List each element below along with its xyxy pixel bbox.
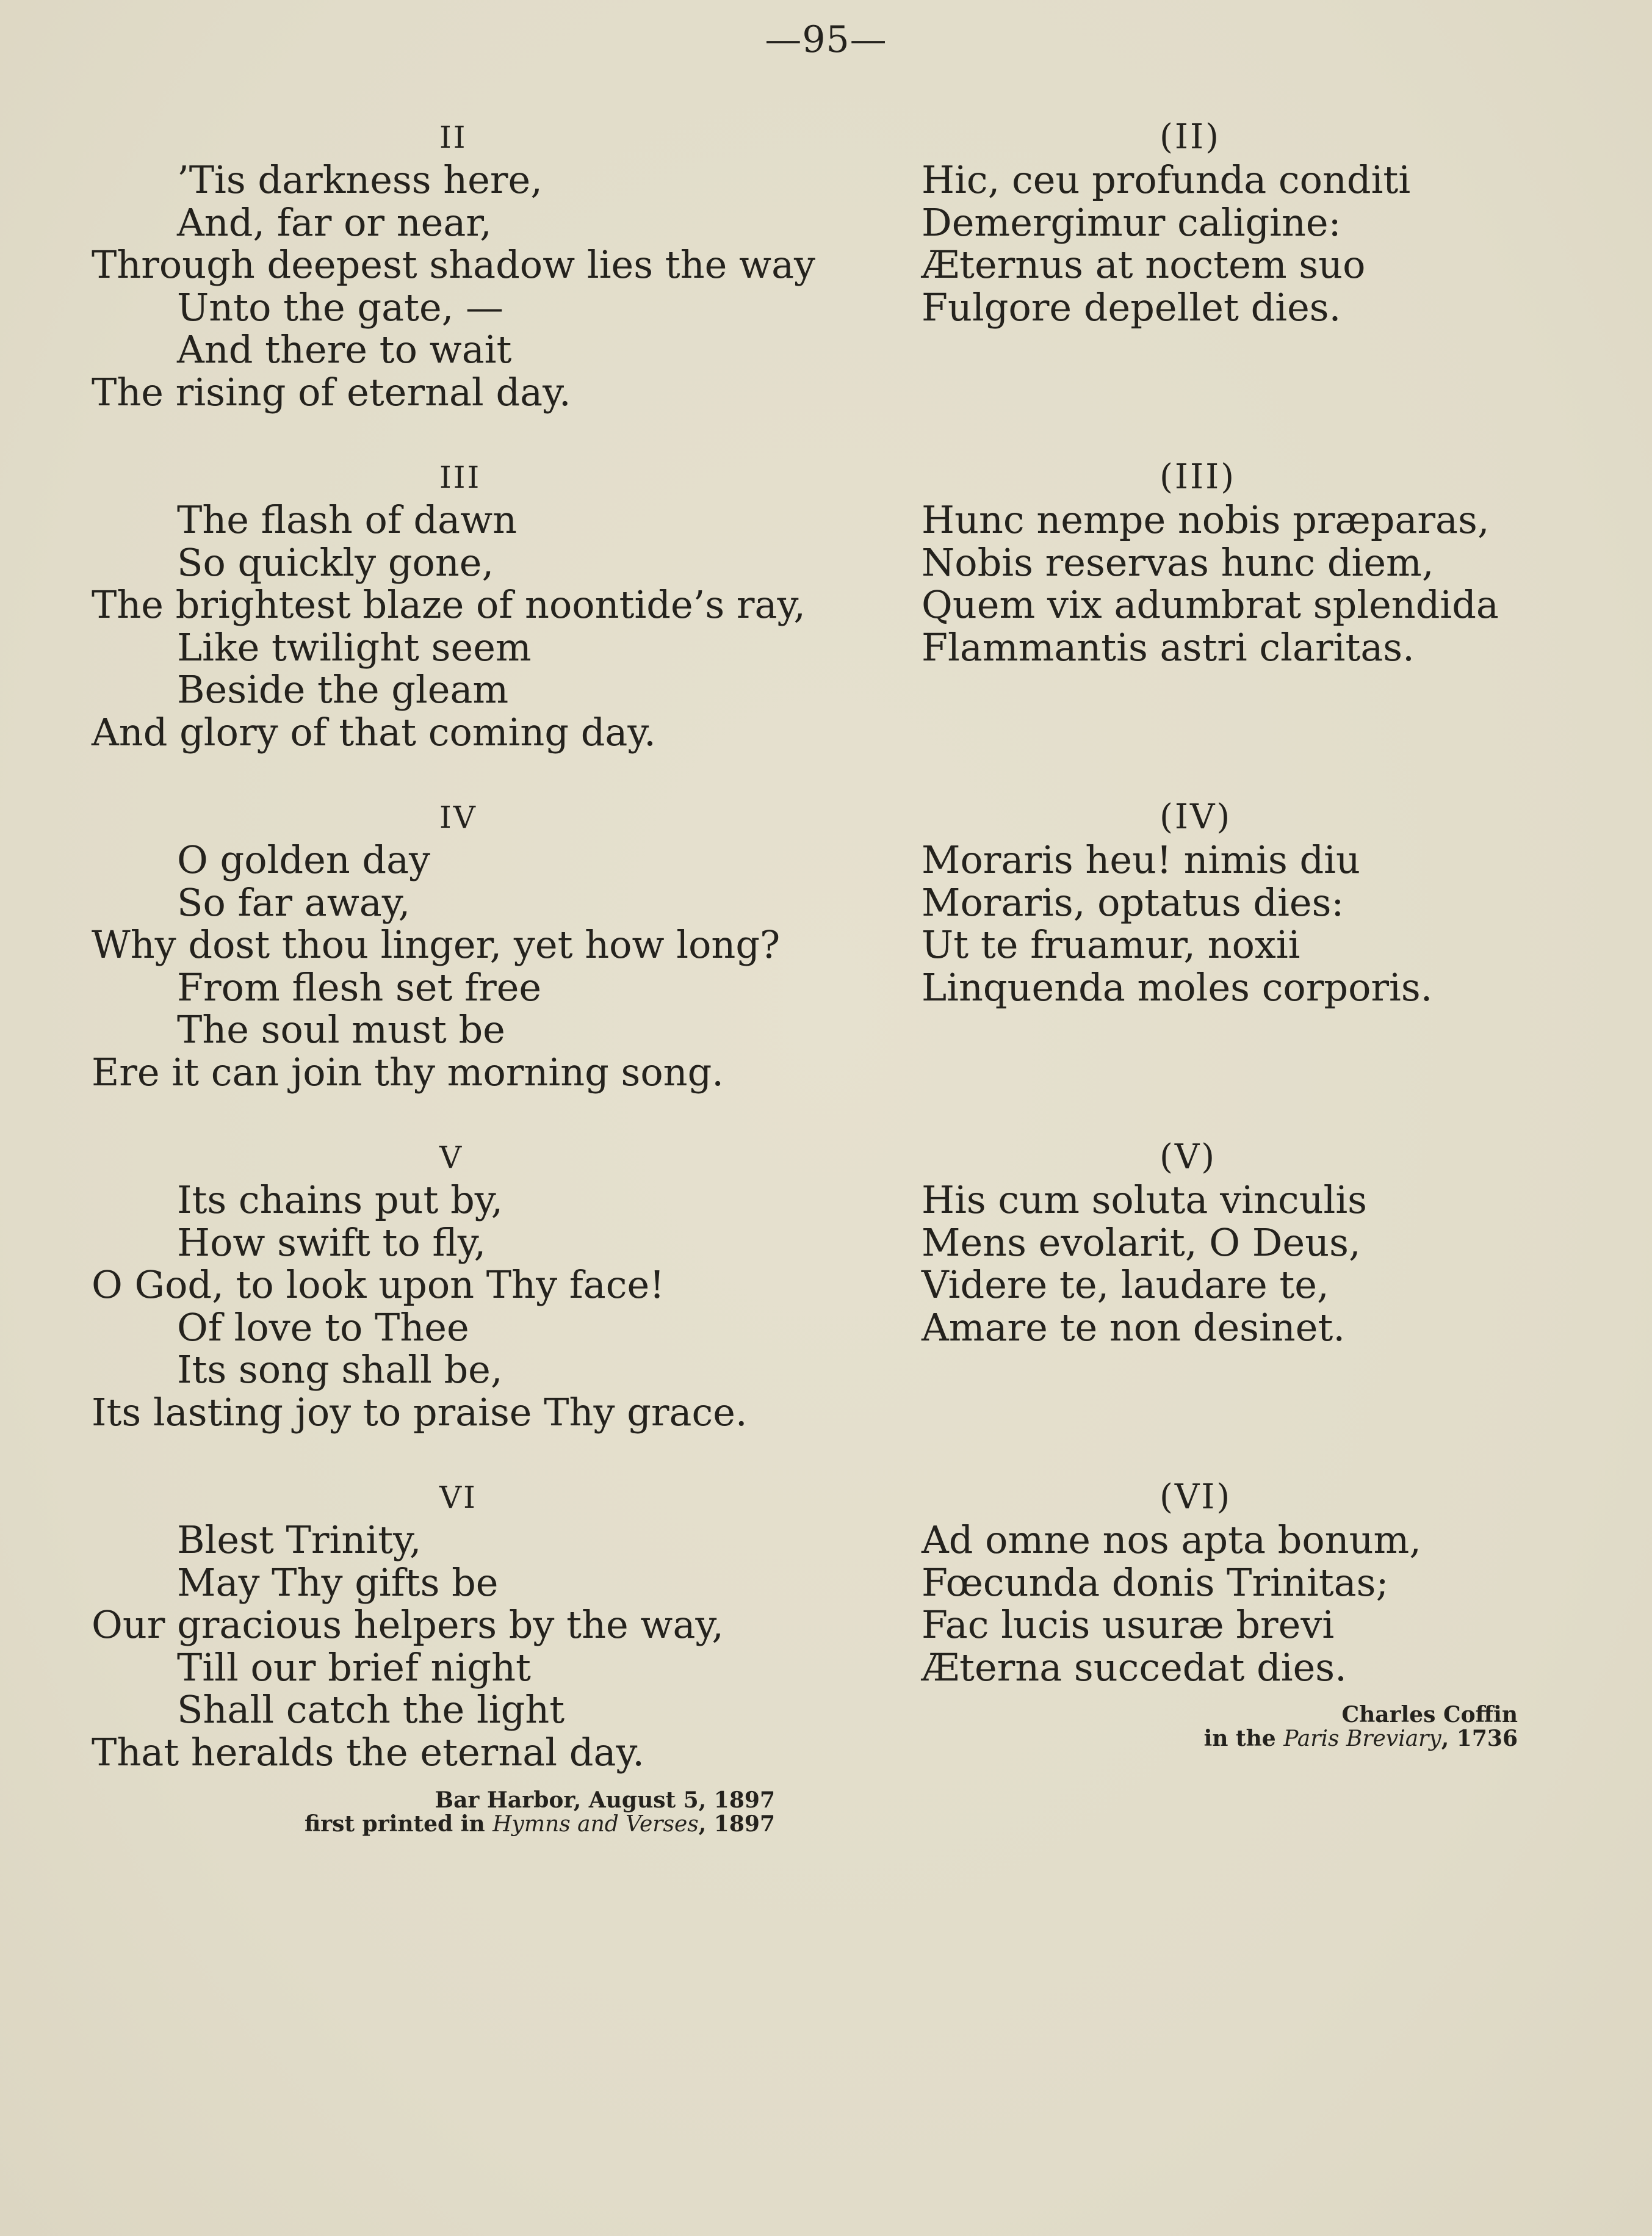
verse-line: Our gracious helpers by the way,: [92, 1602, 724, 1648]
stanza-latin-3: [922, 456, 1499, 668]
verse-line: The brightest blaze of noontide’s ray,: [92, 582, 806, 628]
english-attribution: [305, 1789, 775, 1836]
verse-line: Æternus at noctem suo: [922, 242, 1366, 288]
stanza-english-3: [92, 456, 806, 754]
page-number: —95—: [765, 18, 887, 61]
verse-line: The flash of dawn: [177, 497, 518, 542]
verse-line: Through deepest shadow lies the way: [92, 242, 816, 288]
verse-line: His cum soluta vinculis: [922, 1178, 1367, 1222]
stanza-numeral: II: [439, 120, 467, 155]
stanza-numeral: V: [439, 1140, 464, 1175]
verse-line: From flesh set free: [177, 964, 542, 1010]
stanza-numeral: (VI): [1160, 1477, 1232, 1517]
verse-line: Nobis reservas hunc diem,: [922, 540, 1434, 585]
verse-line: O God, to look upon Thy face!: [92, 1262, 665, 1308]
attribution-source: in the Paris Breviary, 1736: [1203, 1726, 1518, 1751]
verse-line: That heralds the eternal day.: [92, 1729, 644, 1775]
stanza-latin-4: [922, 796, 1432, 1008]
verse-line: The rising of eternal day.: [92, 369, 571, 414]
verse-line: Ut te fruamur, noxii: [922, 922, 1300, 968]
verse-line: Fulgore depellet dies.: [922, 284, 1341, 330]
verse-line: Its lasting joy to praise Thy grace.: [92, 1389, 748, 1435]
latin-attribution: [1204, 1703, 1518, 1751]
stanza-latin-2: [922, 116, 1410, 328]
verse-line: Beside the gleam: [177, 667, 509, 712]
verse-line: The soul must be: [177, 1007, 505, 1052]
verse-line: Quem vix adumbrat splendida: [922, 582, 1499, 628]
attribution-author: Charles Coffin: [1341, 1702, 1518, 1728]
verse-line: May Thy gifts be: [177, 1560, 499, 1605]
stanza-english-4: [92, 796, 780, 1094]
stanza-english-5: [92, 1136, 748, 1434]
attribution-place-date: Bar Harbor, August 5, 1897: [435, 1787, 775, 1813]
stanza-english-6: [92, 1476, 724, 1774]
verse-line: Blest Trinity,: [177, 1518, 422, 1562]
attribution-book-title: Paris Breviary: [1283, 1726, 1441, 1751]
verse-line: O golden day: [177, 838, 431, 882]
verse-line: Linquenda moles corporis.: [922, 964, 1433, 1010]
stanza-latin-5: [922, 1136, 1367, 1348]
verse-line: Fac lucis usuræ brevi: [922, 1602, 1335, 1648]
verse-line: So quickly gone,: [177, 540, 494, 585]
stanza-numeral: VI: [439, 1480, 477, 1515]
verse-line: Hunc nempe nobis præparas,: [922, 497, 1490, 542]
stanza-numeral: IV: [439, 800, 477, 835]
verse-line: Demergimur caligine:: [922, 200, 1341, 245]
stanza-numeral: III: [439, 460, 482, 495]
verse-line: ’Tis darkness here,: [177, 157, 543, 202]
verse-line: So far away,: [177, 880, 411, 925]
verse-line: Its chains put by,: [177, 1178, 503, 1222]
verse-line: Fœcunda donis Trinitas;: [922, 1560, 1389, 1605]
verse-line: And there to wait: [177, 327, 512, 372]
stanza-numeral: (III): [1160, 457, 1236, 497]
verse-line: And glory of that coming day.: [92, 709, 656, 754]
attribution-source: first printed in Hymns and Verses, 1897: [304, 1811, 775, 1837]
stanza-latin-6: [922, 1476, 1421, 1688]
stanza-numeral: (V): [1160, 1137, 1217, 1177]
verse-line: Mens evolarit, O Deus,: [922, 1220, 1361, 1265]
stanza-numeral: (II): [1160, 117, 1221, 157]
verse-line: How swift to fly,: [177, 1220, 486, 1265]
stanza-numeral: (IV): [1160, 797, 1232, 837]
verse-line: Why dost thou linger, yet how long?: [92, 922, 781, 968]
attribution-book-title: Hymns and Verses: [492, 1812, 699, 1837]
verse-line: Till our brief night: [177, 1644, 531, 1690]
stanza-english-2: [92, 116, 815, 414]
verse-line: Hic, ceu profunda conditi: [922, 157, 1411, 202]
verse-line: Ad omne nos apta bonum,: [922, 1518, 1422, 1562]
verse-line: Moraris heu! nimis diu: [922, 838, 1360, 882]
verse-line: Ere it can join thy morning song.: [92, 1049, 724, 1094]
verse-line: Unto the gate, —: [177, 284, 504, 330]
verse-line: Æterna succedat dies.: [922, 1644, 1347, 1690]
verse-line: Shall catch the light: [177, 1687, 565, 1732]
verse-line: Flammantis astri claritas.: [922, 624, 1415, 670]
verse-line: Of love to Thee: [177, 1304, 469, 1350]
verse-line: And, far or near,: [177, 200, 492, 245]
verse-line: Amare te non desinet.: [922, 1304, 1346, 1350]
verse-line: Its song shall be,: [177, 1347, 503, 1392]
verse-line: Moraris, optatus dies:: [922, 880, 1344, 925]
verse-line: Videre te, laudare te,: [922, 1262, 1329, 1308]
verse-line: Like twilight seem: [177, 624, 532, 670]
